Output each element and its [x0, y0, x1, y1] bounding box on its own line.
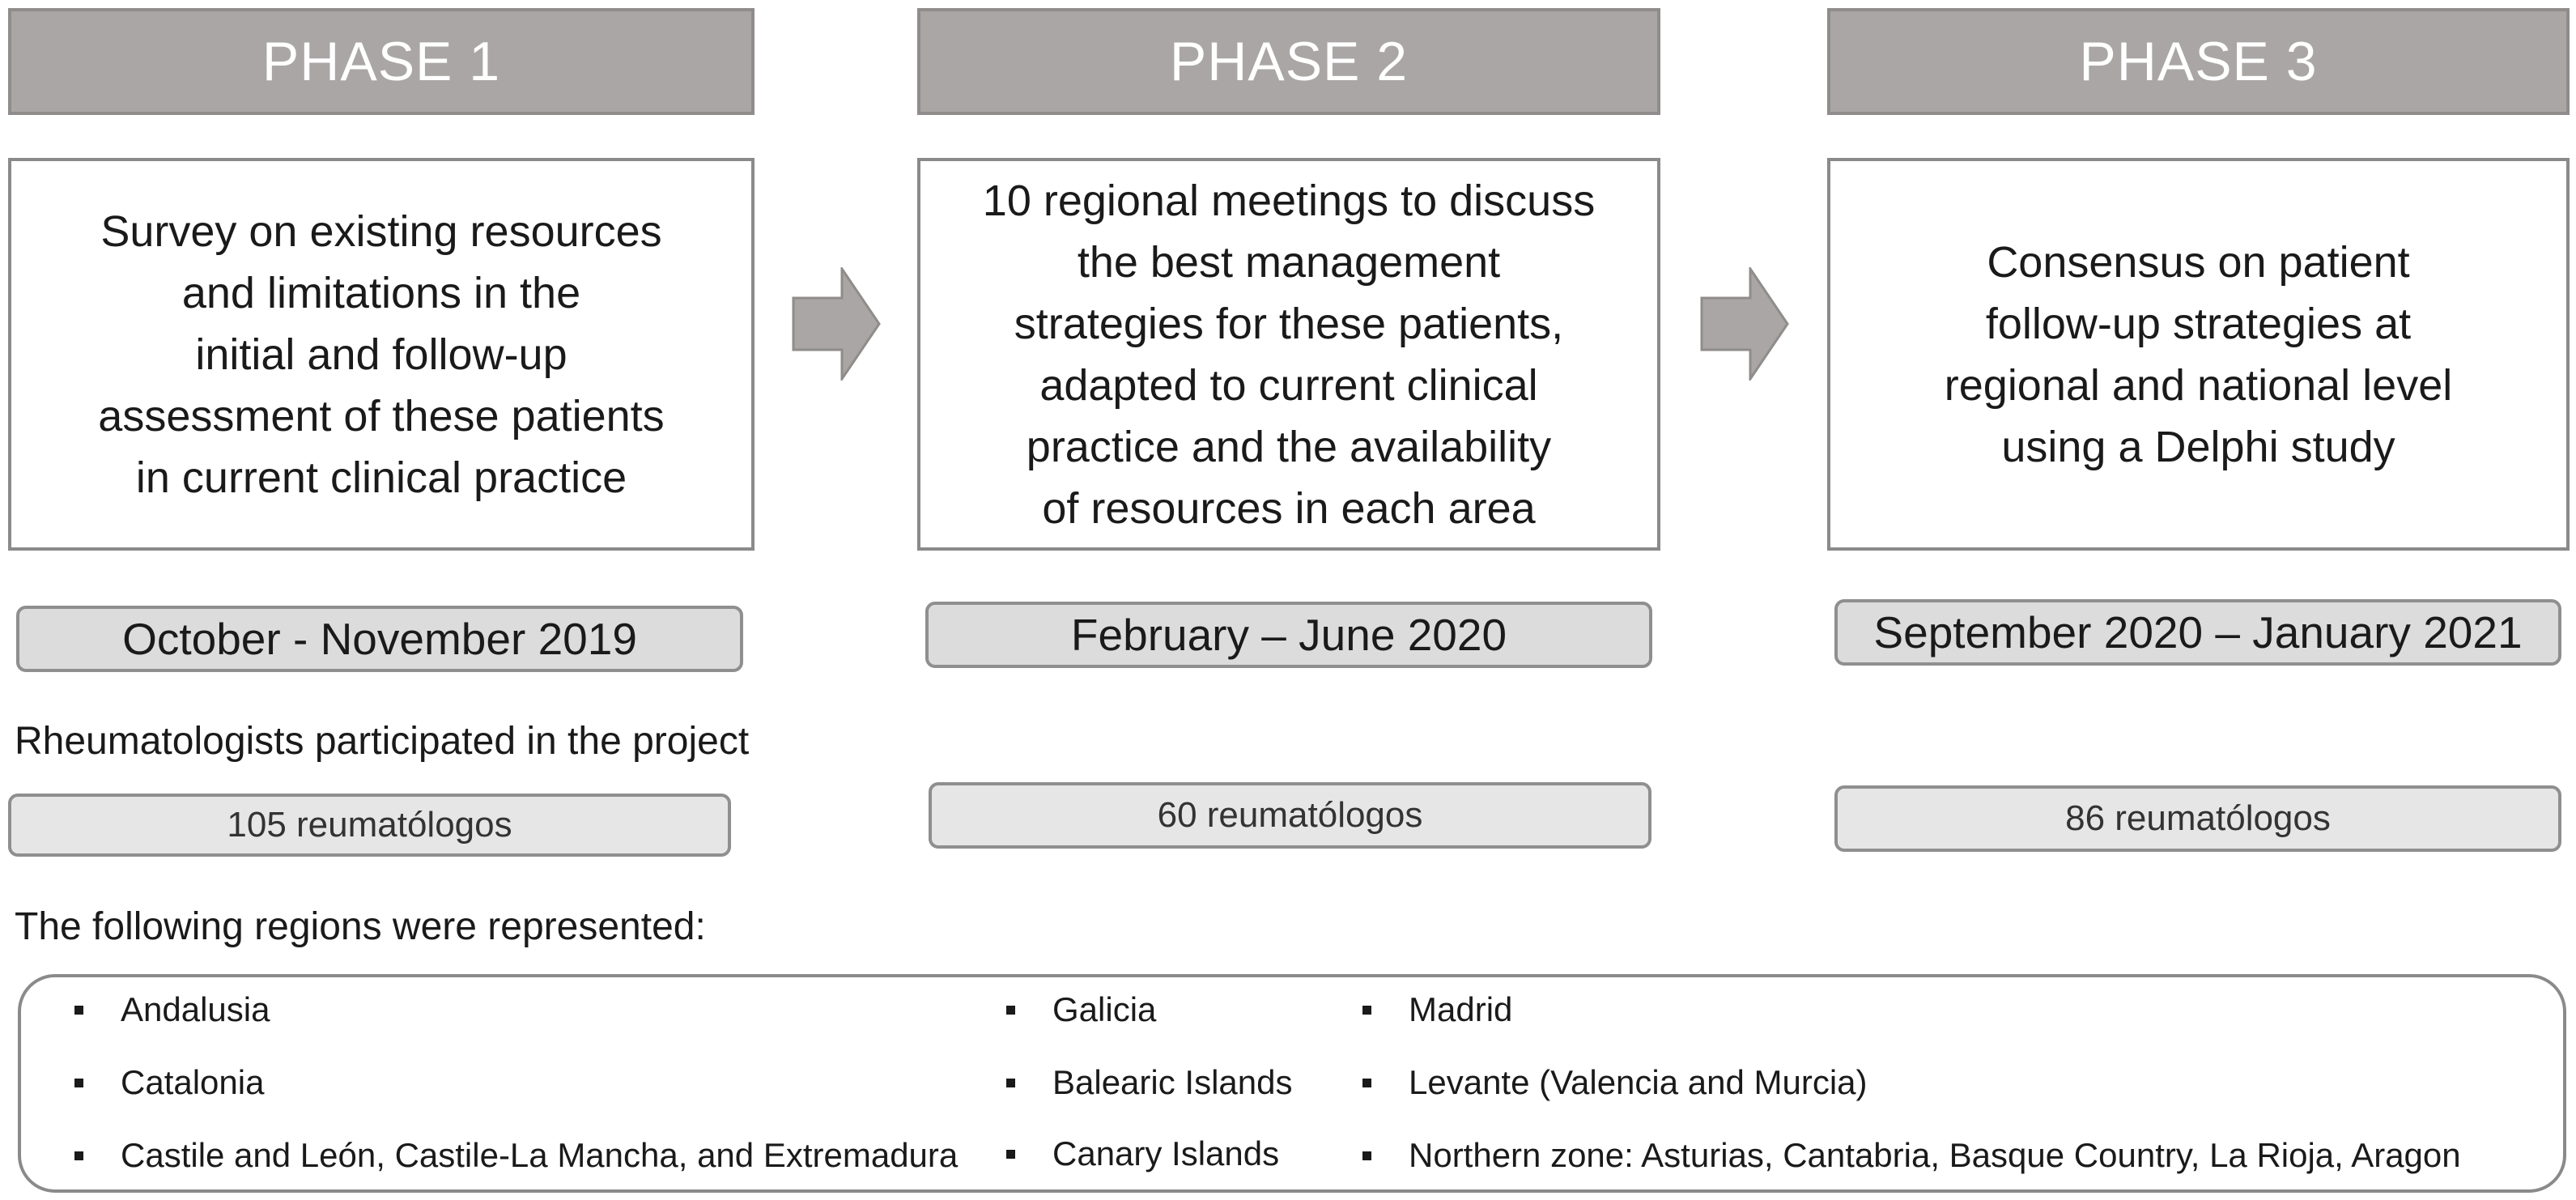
regions-label: The following regions were represented: [15, 905, 706, 948]
region-item [1362, 1135, 2461, 1176]
phase-1-description: Survey on existing resources and limitations in the initial and follow-up assessment of these patients in current clinical practice [98, 206, 665, 502]
region-item [1362, 1062, 1868, 1103]
bullet-icon [1362, 1079, 1371, 1087]
bullet-icon [1006, 1079, 1015, 1087]
phase-3-header: PHASE 3 [1827, 8, 2570, 115]
phase-3-count: 86 reumatólogos [1834, 785, 2561, 852]
region-label: Madrid [1409, 990, 1513, 1028]
region-item [74, 1062, 264, 1103]
phase-2-description-box [917, 158, 1660, 551]
region-label: Northern zone: Asturias, Cantabria, Basque Country, La Rioja, Aragon [1409, 1136, 2461, 1174]
arrow-phase-1-to-2 [792, 267, 881, 381]
bullet-icon [74, 1079, 83, 1087]
bullet-icon [1006, 1150, 1015, 1159]
phase-2-date: February – June 2020 [925, 602, 1652, 668]
phase-1-date: October - November 2019 [16, 606, 743, 672]
region-label: Canary Islands [1052, 1134, 1280, 1172]
phase-1-count: 105 reumatólogos [8, 794, 731, 857]
bullet-icon [74, 1151, 83, 1160]
region-item [74, 1135, 958, 1176]
bullet-icon [1006, 1006, 1015, 1015]
region-item [1362, 989, 1512, 1030]
region-item [74, 989, 270, 1030]
region-item [1006, 1062, 1292, 1103]
phase-3-date: September 2020 – January 2021 [1834, 599, 2561, 666]
participants-label: Rheumatologists participated in the project [15, 720, 750, 763]
region-label: Catalonia [121, 1063, 265, 1101]
arrow-phase-2-to-3 [1700, 267, 1789, 381]
phase-3-description: Consensus on patient follow-up strategies at regional and national level using a Delphi study [1944, 237, 2453, 471]
region-label: Andalusia [121, 990, 270, 1028]
bullet-icon [1362, 1006, 1371, 1015]
region-label: Castile and León, Castile-La Mancha, and Extremadura [121, 1136, 959, 1174]
bullet-icon [74, 1006, 83, 1015]
phase-1-header: PHASE 1 [8, 8, 755, 115]
region-label: Galicia [1052, 990, 1157, 1028]
bullet-icon [1362, 1151, 1371, 1160]
phase-1-description-box [8, 158, 755, 551]
region-item [1006, 1134, 1279, 1174]
phase-2-count: 60 reumatólogos [929, 782, 1651, 849]
region-label: Balearic Islands [1052, 1063, 1293, 1101]
region-item [1006, 989, 1156, 1030]
phase-2-description: 10 regional meetings to discuss the best management strategies for these patients, adapted to current clinical practice and the availability of resources in each area [982, 176, 1596, 533]
phase-2-header: PHASE 2 [917, 8, 1660, 115]
region-label: Levante (Valencia and Murcia) [1409, 1063, 1868, 1101]
phase-3-description-box [1827, 158, 2570, 551]
